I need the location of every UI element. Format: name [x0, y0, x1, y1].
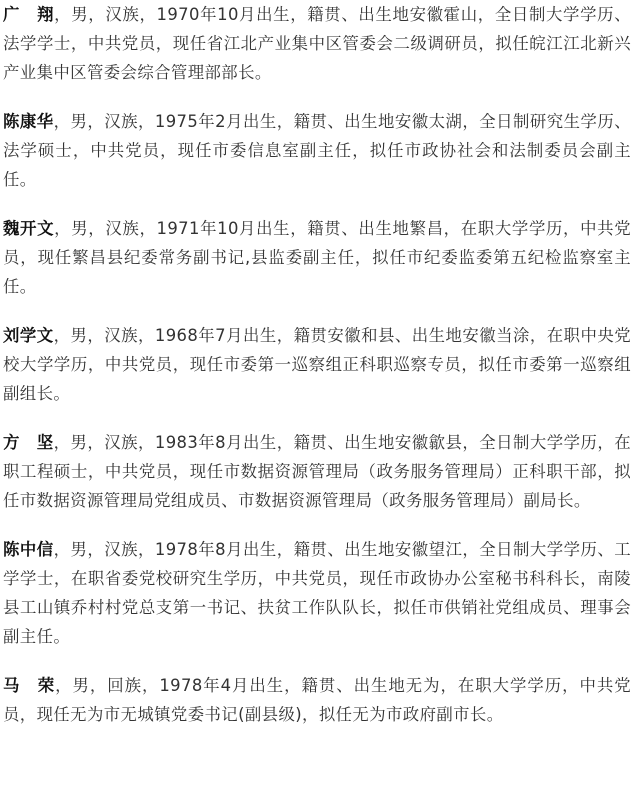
- person-bio: ，男，汉族，1970年10月出生，籍贯、出生地安徽霍山，全日制大学学历、法学学士，中共党员，现任省江北产业集中区管委会二级调研员，拟任皖江江北新兴产业集中区管委会综合管理部部长。: [3, 5, 632, 82]
- bio-entry: [3, 321, 631, 408]
- person-name: 方 坚: [3, 433, 54, 452]
- person-name: 陈康华: [3, 112, 54, 131]
- bio-entry: [3, 214, 631, 301]
- bio-entry: [3, 671, 631, 729]
- bio-entry: [3, 0, 631, 87]
- person-name: 广 翔: [3, 5, 55, 24]
- person-bio: ，男，汉族，1975年2月出生，籍贯、出生地安徽太湖，全日制研究生学历、法学硕士，中共党员，现任市委信息室副主任，拟任市政协社会和法制委员会副主任。: [3, 112, 632, 189]
- person-bio: ，男，回族，1978年4月出生，籍贯、出生地无为，在职大学学历，中共党员，现任无为市无城镇党委书记(副县级)，拟任无为市政府副市长。: [3, 676, 632, 724]
- person-name: 魏开文: [3, 219, 55, 238]
- person-name: 刘学文: [3, 326, 54, 345]
- person-bio: ，男，汉族，1968年7月出生，籍贯安徽和县、出生地安徽当涂，在职中央党校大学学历，中共党员，现任市委第一巡察组正科职巡察专员，拟任市委第一巡察组副组长。: [3, 326, 632, 403]
- person-bio: ，男，汉族，1983年8月出生，籍贯、出生地安徽歙县，全日制大学学历，在职工程硕士，中共党员，现任市数据资源管理局（政务服务管理局）正科职干部，拟任市数据资源管理局党组成员、市数据资源管理局（政务服务管理局）副局长。: [3, 433, 632, 510]
- bio-entry: [3, 107, 631, 194]
- person-name: 陈中信: [3, 540, 54, 559]
- bio-entry: [3, 535, 631, 651]
- person-name: 马 荣: [3, 676, 56, 695]
- person-bio: ，男，汉族，1971年10月出生，籍贯、出生地繁昌，在职大学学历，中共党员，现任繁昌县纪委常务副书记,县监委副主任，拟任市纪委监委第五纪检监察室主任。: [3, 219, 632, 296]
- person-bio: ，男，汉族，1978年8月出生，籍贯、出生地安徽望江，全日制大学学历、工学学士，在职省委党校研究生学历，中共党员，现任市政协办公室秘书科科长，南陵县工山镇乔村村党总支第一书记、扶贫工作队队长，拟任市供销社党组成员、理事会副主任。: [3, 540, 632, 646]
- bio-entry: [3, 428, 631, 515]
